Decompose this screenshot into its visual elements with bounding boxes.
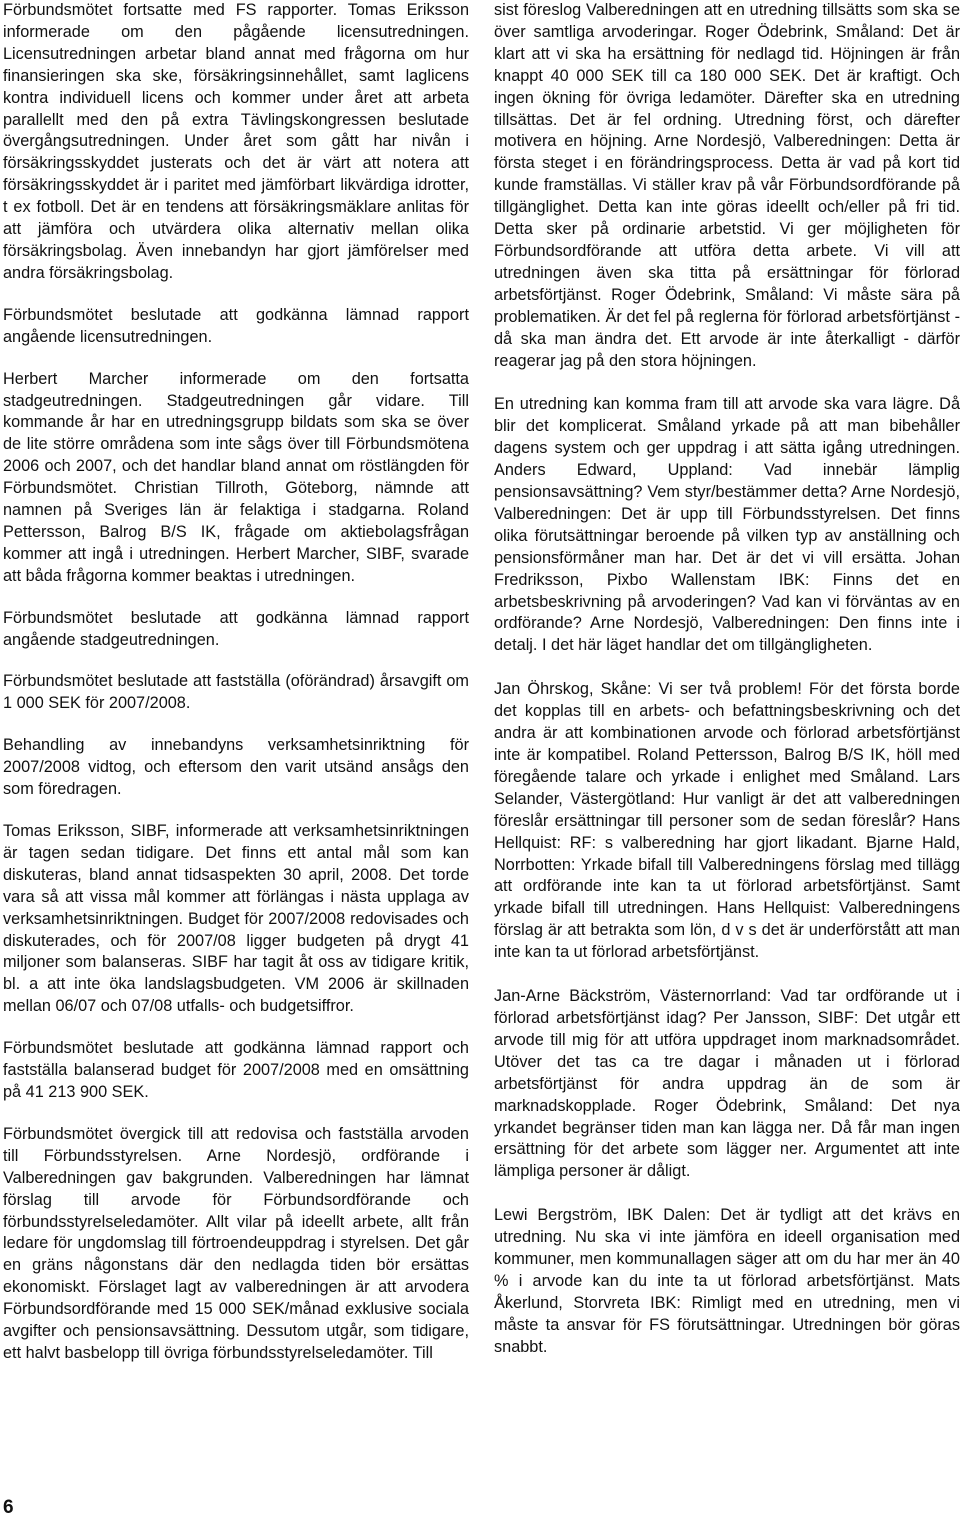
left-column (3, 0, 469, 1365)
paragraph-license-report: Förbundsmötet fortsatte med FS rapporter. Tomas Eriksson informerade om den pågående licensutredningen. Licensutredningen arbetar bland annat med frågorna om hur finansieringen ska ske, försäkringsinnehållet, samt laglicens kontra individuell licens och kommer under året att arbeta parallellt med den på extra Tävlingskongressen beslutade övergångsutredningen. Under året som gått har nivån i försäkringsskyddet justerats och det är värt att notera att försäkringsskyddet är i paritet med jämförbart likvärdiga idrotter, t ex fotboll. Det är en tendens att försäkringsmäklare anlitas för att jämföra och utvärdera olika alternativ mellan olika försäkringsbolag. Även innebandyn har gjort jämförelser med andra försäkringsbolag. (3, 1, 469, 282)
right-column (494, 0, 960, 1359)
paragraph-budget-report: Tomas Eriksson, SIBF, informerade att verksamhetsinriktningen är tagen sedan tidigare. Det finns ett antal mål som kan diskuteras, bland annat tidsaspekten 30 april, 2008. Det torde vara så att vissa mål kommer att förlängas i nästa upplaga av verksamhetsinriktningen. Budget för 2007/2008 redovisades och diskuterades, och för 2007/08 ligger budgeten på drygt 41 miljoner som balanseras. SIBF har tagit åt oss av tidigare kritik, bl. a att inte öka landslagsbudgeten. VM 2006 är skillnaden mellan 06/07 och 07/08 utfalls- och budgetsiffror. (3, 822, 469, 1016)
paragraph-budget-decision: Förbundsmötet beslutade att godkänna lämnad rapport och fastställa balanserad budget för 2007/2008 med en omsättning på 41 213 900 SEK. (3, 1039, 469, 1101)
paragraph-statutes-report: Herbert Marcher informerade om den fortsatta stadgeutredningen. Stadgeutredningen går vidare. Till kommande år har en utredningsgrupp bildats som ska se över de lite större områdena som inte sågs över till Förbundsmötena 2006 och 2007, och det handlar bland annat om röstlängden för Förbundsmötet. Christian Tillroth, Göteborg, nämnde att namnen på Sveriges län är felaktiga i stadgarna. Roland Pettersson, Balrog B/S IK, frågade om aktiebolagsfrågan kommer att ingå i utredningen. Herbert Marcher, SIBF, svarade att båda frågorna kommer beaktas i utredningen. (3, 369, 469, 585)
paragraph-two-problems: Jan Öhrskog, Skåne: Vi ser två problem! För det första borde det kopplas till en arbets- och befattningsbeskrivning och det andra är att kombinationen arvode och förlorad arbetsförtjänst inte är kompatibel. Roland Pettersson, Balrog B/S IK, höll med föregående talare och yrkade i enlighet med Småland. Lars Selander, Västergötland: Hur vanligt är det att valberedningen föreslår ersättningar till personer som de sedan föreslår? Hans Hellquist: RF: s valberedning har gjort likadant. Bjarne Hald, Norrbotten: Yrkade bifall till Valberedningens förslag med tillägg att ordförande inte kan ta ut förlorad arbetsförtjänst. Samt yrkade bifall till utredningen. Hans Hellquist: Valberedningens förslag är att betrakta som lön, d v s det är underförstått att man inte kan ta ut förlorad arbetsförtjänst. (494, 680, 960, 962)
paragraph-annual-fee-decision: Förbundsmötet beslutade att fastställa (oförändrad) årsavgift om 1 000 SEK för 2007/2008. (3, 672, 469, 713)
paragraph-municipal-law: Lewi Bergström, IBK Dalen: Det är tydligt att det krävs en utredning. Nu ska vi inte jämföra en ideell organisation med kommuner, men kommunallagen säger att om du har mer än 40 % i arvode kan du inte ta ut förlorad arbetsförtjänst. Mats Åkerlund, Storvreta IBK: Rimligt med en utredning, men vi måste ta ansvar för FS förutsättningar. Utredningen bör göras snabbt. (494, 1206, 960, 1356)
paragraph-activity-direction: Behandling av innebandyns verksamhetsinriktning för 2007/2008 vidtog, och eftersom den varit utsänd ansågs den som föredragen. (3, 736, 469, 799)
paragraph-board-fees: Förbundsmötet övergick till att redovisa och fastställa arvoden till Förbundsstyrelsen. Arne Nordesjö, ordförande i Valberedningen gav bakgrunden. Valberedningen har lämnat förslag till arvode för Förbundsordförande och förbundsstyrelseledamöter. Allt vilar på ideellt arbete, allt från ledare för ungdomslag till förtroendeuppdrag i styrelsen. Det går en gräns någonstans där den nedlagda tiden bör ersättas ekonomiskt. Förslaget lagt av valberedningen är att arvodera Förbundsordförande med 15 000 SEK/månad exklusive sociala avgifter och pensionsavsättning. Dessutom utgår, som tidigare, ett halvt basbelopp till övriga förbundsstyrelseledamöter. Till (3, 1124, 469, 1362)
paragraph-investigation-debate: En utredning kan komma fram till att arvode ska vara lägre. Då blir det komplicerat. Småland yrkade på att man bibehåller dagens system och ger uppdrag i att sätta igång utredningen. Anders Edward, Uppland: Vad innebär lämplig pensionsavsättning? Vem styr/bestämmer detta? Arne Nordesjö, Valberedningen: Det är upp till Förbundsstyrelsen. Det finns olika förutsättningar beroende på vilken typ av anställning och pensionsförmåner man har. Det är det vi vill ersätta. Johan Fredriksson, Pixbo Wallenstam IBK: Finns det en arbetsbeskrivning på arvoderingen? Vad kan vi förväntas av en ordförande? Arne Nordesjö, Valberedningen: Den finns inte i detalj. I det här läget handlar det om tillgängligheten. (494, 395, 960, 655)
paragraph-statutes-decision: Förbundsmötet beslutade att godkänna lämnad rapport angående stadgeutredningen. (3, 608, 469, 649)
page-number: 6 (3, 1497, 14, 1518)
paragraph-fee-debate: sist föreslog Valberedningen att en utredning tillsätts som ska se över samtliga arvoderingar. Roger Ödebrink, Småland: Det är klart att vi ska ha ersättning för nedlagd tid. Höjningen är från knappt 40 000 SEK till ca 180 000 SEK. Det är kraftigt. Och ingen ökning för övriga ledamöter. Därefter ska en utredning tillsättas. Det är fel ordning. Utredning först, och därefter motivera en höjning. Arne Nordesjö, Valberedningen: Detta är första steget i en förändringsprocess. Detta är vad på kort tid kunde framställas. Vi ställer krav på vår Förbundsordförande på tillgänglighet. Detta kan inte göras ideellt och/eller på fri tid. Detta sker på ordinarie arbetstid. Vi ger möjligheten för Förbundsordförande att utföra detta arbete. Vi vill att utredningen även ska titta på ersättningar för förlorad arbetsförtjänst. Roger Ödebrink, Småland: Vi måste sära på problematiken. Är det fel på reglerna för förlorad arbetsförtjänst - då ska man ändra det. Ett arvode är inte återkalligt - därför reagerar jag på den stora höjningen. (494, 1, 960, 370)
paragraph-license-decision: Förbundsmötet beslutade att godkänna lämnad rapport angående licensutredningen. (3, 305, 469, 346)
paragraph-lost-earnings: Jan-Arne Bäckström, Västernorrland: Vad tar ordförande ut i förlorad arbetsförtjänst idag? Per Jansson, SIBF: Det utgår ett arvode till mig för att utföra uppdraget inom marknadsområdet. Utöver det tas ca tre dagar i månaden ut i förlorad arbetsförtjänst för andra uppdrag än de som är marknadskopplade. Roger Ödebrink, Småland: Det nya yrkandet begränser tiden man kan lägga ner. Då får man ingen ersättning för det arbete som lägger ner. Argumentet att inte lämpliga personer är dåligt. (494, 987, 960, 1181)
